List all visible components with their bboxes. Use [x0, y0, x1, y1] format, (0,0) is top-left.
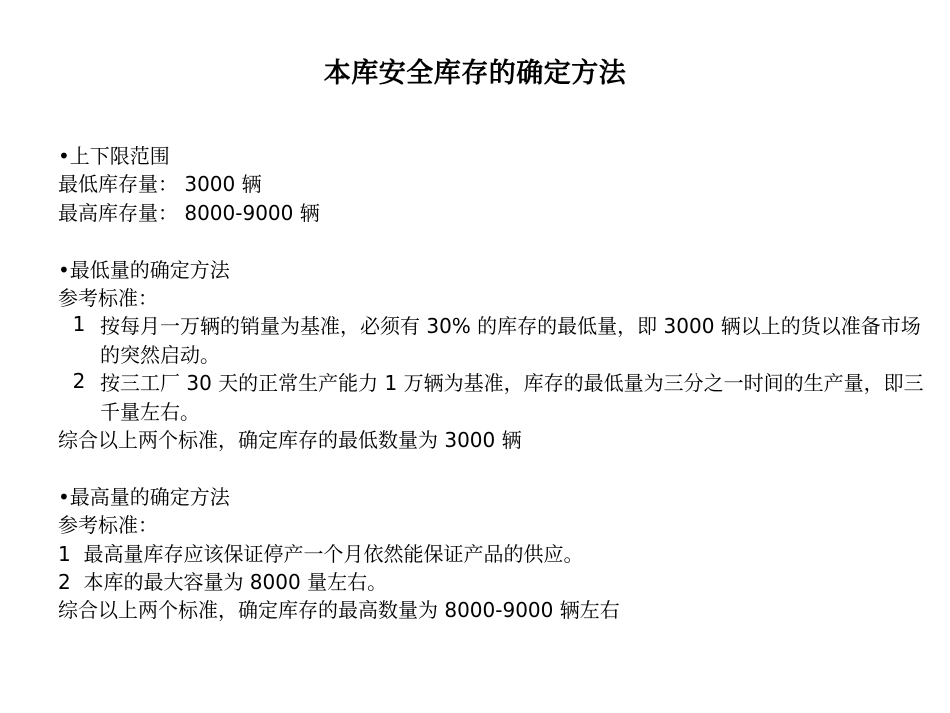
spacer — [58, 454, 928, 482]
section-heading-min — [58, 256, 928, 284]
summary-line: 综合以上两个标准，确定库存的最低数量为 3000 辆 — [58, 427, 522, 452]
section-heading-text: 最高量的确定方法 — [69, 484, 230, 509]
min-stock-line: 最低库存量： 3000 辆 — [58, 172, 262, 197]
page-title: 本库安全库存的确定方法 — [323, 58, 627, 89]
reference-label: 参考标准： — [58, 513, 158, 538]
list-item-text: 最高量库存应该保证停产一个月依然能保证产品的供应。 — [83, 541, 584, 566]
list-item — [58, 568, 928, 596]
section-heading-max — [58, 483, 928, 511]
section-heading-text: 最低量的确定方法 — [69, 257, 230, 282]
summary-line: 综合以上两个标准，确定库存的最高数量为 8000-9000 辆左右 — [58, 598, 620, 623]
reference-label: 参考标准： — [58, 285, 158, 310]
section-heading-text: 上下限范围 — [69, 144, 170, 168]
list-item — [58, 312, 928, 369]
list-item-number: 2 — [72, 369, 86, 394]
slide-content — [58, 142, 928, 625]
list-item-number: 2 — [58, 569, 71, 594]
list-item — [58, 369, 928, 426]
bullet-icon: • — [58, 144, 70, 168]
section-heading-range — [58, 142, 928, 170]
spacer — [58, 227, 928, 255]
list-item-number: 1 — [72, 312, 86, 337]
bullet-icon: • — [58, 484, 70, 509]
list-item-number: 1 — [58, 541, 71, 566]
list-item-text: 按三工厂 30 天的正常生产能力 1 万辆为基准，库存的最低量为三分之一时间的生产量，即三千量左右。 — [100, 371, 924, 424]
list-item-text: 按每月一万辆的销量为基准，必须有 30% 的库存的最低量，即 3000 辆以上的货以准备市场的突然启动。 — [100, 314, 921, 367]
list-item — [58, 540, 928, 568]
list-item-text: 本库的最大容量为 8000 量左右。 — [83, 569, 388, 594]
bullet-icon: • — [58, 257, 70, 282]
max-stock-line: 最高库存量： 8000-9000 辆 — [58, 200, 320, 225]
